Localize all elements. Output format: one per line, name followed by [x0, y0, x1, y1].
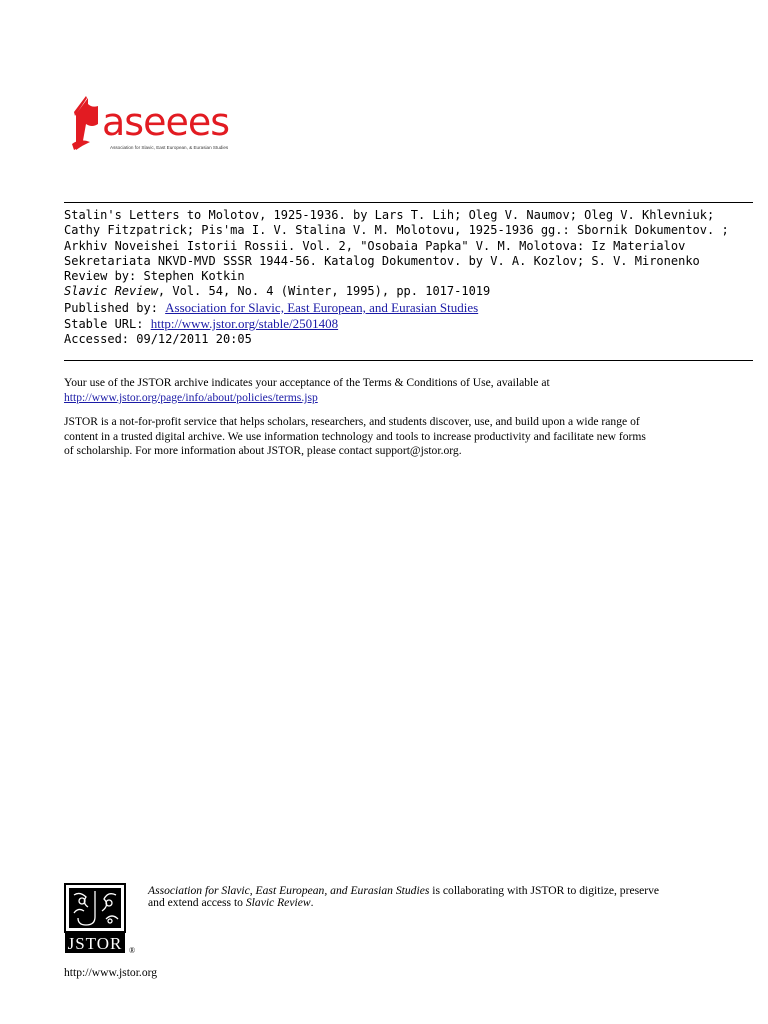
- terms-block: [64, 376, 754, 469]
- about-line: content in a trusted digital archive. We use information technology and tools to increase productivity and facilitate new forms: [64, 429, 646, 443]
- footer-collab-text: is collaborating with JSTOR to digitize, preserve: [429, 884, 660, 897]
- top-divider: [64, 202, 753, 203]
- citation-line: Stalin's Letters to Molotov, 1925-1936. by Lars T. Lih; Oleg V. Naumov; Oleg V. Khlevniuk;: [64, 208, 715, 222]
- jstor-logo-icon: [64, 883, 144, 963]
- terms-link[interactable]: http://www.jstor.org/page/info/about/policies/terms.jsp: [64, 390, 318, 404]
- jstor-url: http://www.jstor.org: [64, 966, 158, 979]
- about-line: of scholarship. For more information about JSTOR, please contact support@jstor.org.: [64, 444, 462, 458]
- citation-line: Arkhiv Noveishei Istorii Rossii. Vol. 2, "Osobaia Papka" V. M. Molotova: Iz Materialov: [64, 238, 686, 253]
- footer-org: Association for Slavic, East European, and Eurasian Studies: [148, 884, 430, 897]
- footer-journal: Slavic Review: [245, 896, 311, 910]
- stable-url-line: [64, 316, 764, 332]
- footer-line2-prefix: and extend access to: [148, 896, 246, 910]
- citation-line: Review by: Stephen Kotkin: [64, 269, 245, 284]
- stable-url-link[interactable]: http://www.jstor.org/stable/2501408: [150, 316, 339, 332]
- citation-journal-line: [64, 284, 764, 299]
- published-by-line: [64, 300, 764, 316]
- jstor-logo-text: JSTOR: [67, 934, 123, 953]
- collaboration-note: [148, 885, 758, 910]
- bottom-divider: [64, 360, 753, 361]
- about-line: JSTOR is a not-for-profit service that helps scholars, researchers, and students discover, use, and build upon a wide range of: [64, 415, 640, 429]
- journal-issue: , Vol. 54, No. 4 (Winter, 1995), pp. 1017-1019: [157, 284, 491, 299]
- aseees-logo: [62, 94, 252, 164]
- terms-text: Your use of the JSTOR archive indicates your acceptance of the Terms & Conditions of Use, available at: [64, 376, 550, 389]
- footer-line2-suffix: .: [310, 896, 314, 910]
- jstor-about-paragraph: [64, 415, 754, 459]
- accessed-line: Accessed: 09/12/2011 20:05: [64, 332, 252, 347]
- citation-line: Cathy Fitzpatrick; Pis'ma I. V. Stalina V. M. Molotovu, 1925-1936 gg.: Sbornik Dokumentov. ;: [64, 223, 729, 238]
- registered-mark: ®: [128, 946, 136, 955]
- terms-paragraph: [64, 376, 754, 405]
- jstor-logo: [64, 883, 144, 963]
- citation-line: Sekretariata NKVD-MVD SSSR 1944-56. Katalog Dokumentov. by V. A. Kozlov; S. V. Mironenko: [64, 253, 700, 268]
- journal-title: Slavic Review: [64, 284, 158, 299]
- publisher-link[interactable]: Association for Slavic, East European, and Eurasian Studies: [165, 299, 479, 315]
- stable-url-label: Stable URL:: [64, 317, 151, 332]
- published-label: Published by:: [64, 300, 166, 315]
- logo-wordmark: aseees: [102, 100, 230, 144]
- logo-tagline: Association for Slavic, East European, & Eurasian Studies: [110, 145, 229, 150]
- citation-block: [64, 208, 764, 348]
